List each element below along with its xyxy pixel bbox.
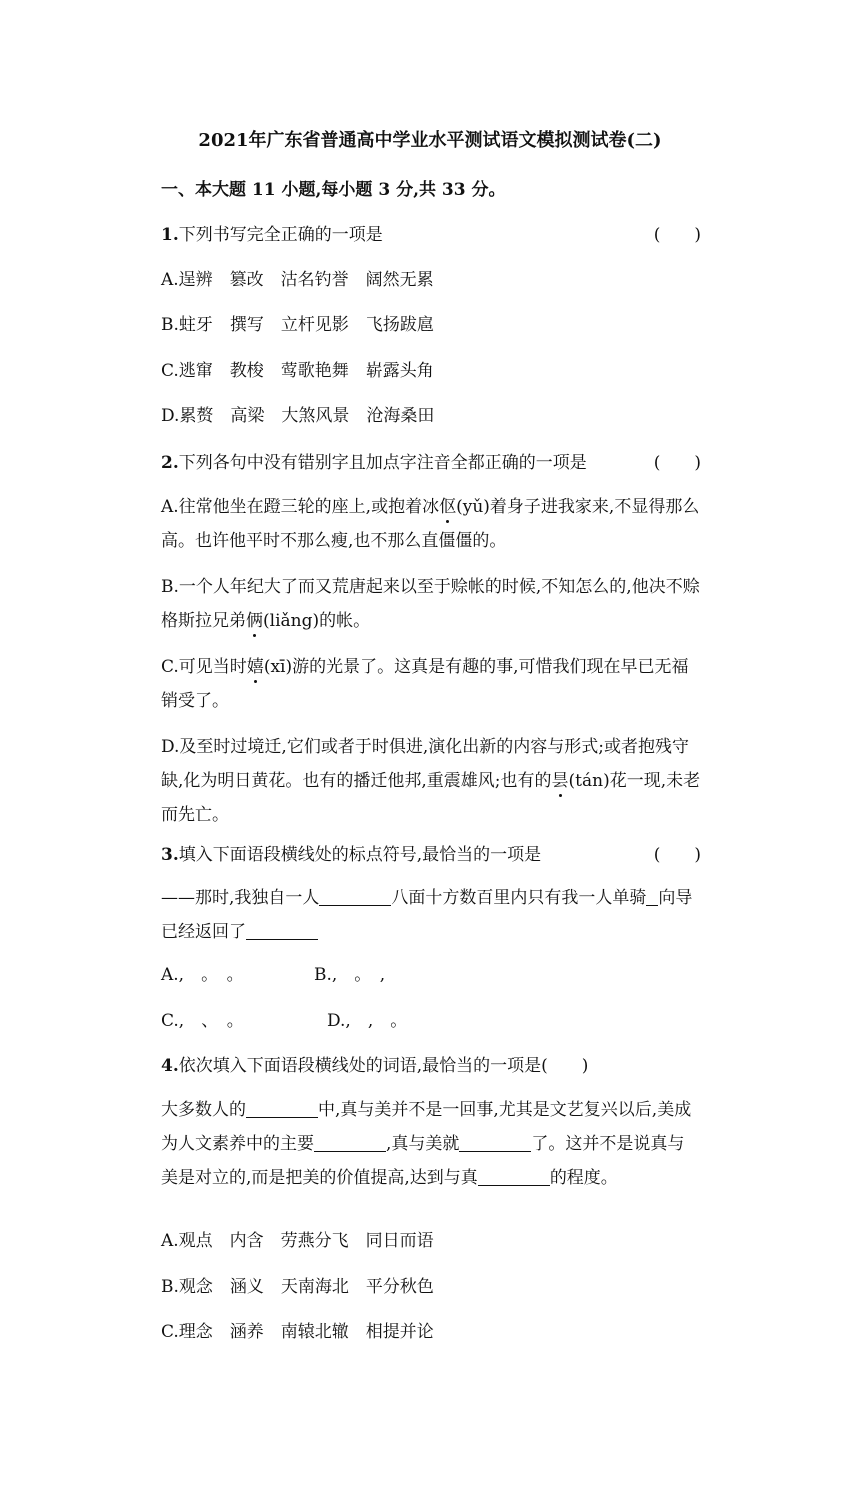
option-d <box>161 730 701 832</box>
passage-fragment: 向导已经返回了 <box>161 888 693 942</box>
question-2-stem <box>161 450 701 476</box>
blank-line <box>478 1167 550 1186</box>
option-text: (tán)花一现,未老而先亡。 <box>161 771 701 825</box>
option-d: D., , 。 <box>327 1011 408 1031</box>
answer-paren: ( ) <box>653 453 701 473</box>
option-text: (xī)游的光景了。这真是有趣的事,可惜我们现在早已无福销受了。 <box>161 657 689 711</box>
question-number: 4. <box>161 1056 179 1076</box>
question-text: 填入下面语段横线处的标点符号,最恰当的一项是 <box>178 845 542 865</box>
option-c <box>161 650 701 718</box>
passage-text <box>161 1093 701 1195</box>
question-3-stem <box>161 842 701 868</box>
passage-fragment: ——那时,我独自一人 <box>161 888 320 908</box>
question-number: 1. <box>161 225 179 245</box>
option-text: B.一个人年纪大了而又荒唐起来以至于赊帐的时候,不知怎么的,他决不赊格斯拉兄弟 <box>161 577 700 631</box>
blank-line <box>459 1133 531 1152</box>
option-b: B., 。 , <box>314 965 386 985</box>
passage-fragment: 的程度。 <box>549 1168 618 1188</box>
option-d: D.累赘 高梁 大煞风景 沧海桑田 <box>161 406 435 426</box>
option-text: D.及至时过境迁,它们或者于时俱进,演化出新的内容与形式;或者抱残守缺,化为明日黄花。也有的播迁他邦,重震雄风;也有的 <box>161 737 689 791</box>
option-text: A.往常他坐在蹬三轮的座上,或抱着冰 <box>161 497 440 517</box>
blank-line <box>319 887 391 906</box>
option-c: C.逃窜 教梭 莺歌艳舞 崭露头角 <box>161 361 434 381</box>
section-heading: 一、本大题 11 小题,每小题 3 分,共 33 分。 <box>161 180 506 200</box>
option-a <box>161 490 701 558</box>
passage-fragment: ,真与美就 <box>386 1134 460 1154</box>
question-1-stem <box>161 222 701 248</box>
question-text: 下列书写完全正确的一项是 <box>178 225 383 245</box>
option-b: B.观念 涵义 天南海北 平分秋色 <box>161 1277 434 1297</box>
option-a: A.逞辨 篡改 沽名钓誉 阔然无累 <box>161 270 434 290</box>
option-text: (liǎng)的帐。 <box>263 611 371 631</box>
passage-fragment: 中,真与美并不是一回事,尤其是文艺复兴以后,美成为人文素养中的主要 <box>161 1100 692 1154</box>
option-c: C., 、 。 <box>161 1011 244 1031</box>
option-text: C.可见当时 <box>161 657 247 677</box>
question-number: 2. <box>161 453 179 473</box>
option-text: (yǔ)着身子进我家来,不显得那么高。也许他平时不那么瘦,也不那么直僵僵的。 <box>161 497 700 551</box>
question-text: 依次填入下面语段横线处的词语,最恰当的一项是( ) <box>178 1056 589 1076</box>
dotted-char: 昙 <box>551 771 569 791</box>
question-text: 下列各句中没有错别字且加点字注音全都正确的一项是 <box>178 453 587 473</box>
option-b: B.蛀牙 撰写 立杆见影 飞扬跋扈 <box>161 315 434 335</box>
answer-paren: ( ) <box>653 225 701 245</box>
dotted-char: 伛 <box>439 497 457 517</box>
option-c: C.理念 涵养 南辕北辙 相提并论 <box>161 1322 434 1342</box>
passage-text <box>161 881 701 949</box>
passage-fragment: 大多数人的 <box>161 1100 246 1120</box>
blank-line <box>314 1133 386 1152</box>
blank-line <box>646 887 658 906</box>
page-title: 2021年广东省普通高中学业水平测试语文模拟测试卷(二) <box>198 130 662 151</box>
dotted-char: 嬉 <box>246 657 264 677</box>
question-4-stem <box>161 1053 701 1079</box>
option-a: A., 。 。 <box>161 965 244 985</box>
blank-line <box>246 921 318 940</box>
answer-paren: ( ) <box>653 845 701 865</box>
option-b <box>161 570 701 638</box>
passage-fragment: 八面十方数百里内只有我一人单骑 <box>391 888 647 908</box>
passage-fragment: 了。这并不是说真与美是对立的,而是把美的价值提高,达到与真 <box>161 1134 685 1188</box>
question-number: 3. <box>161 845 179 865</box>
option-a: A.观点 内含 劳燕分飞 同日而语 <box>161 1231 434 1251</box>
dotted-char: 俩 <box>246 611 263 631</box>
blank-line <box>246 1099 318 1118</box>
